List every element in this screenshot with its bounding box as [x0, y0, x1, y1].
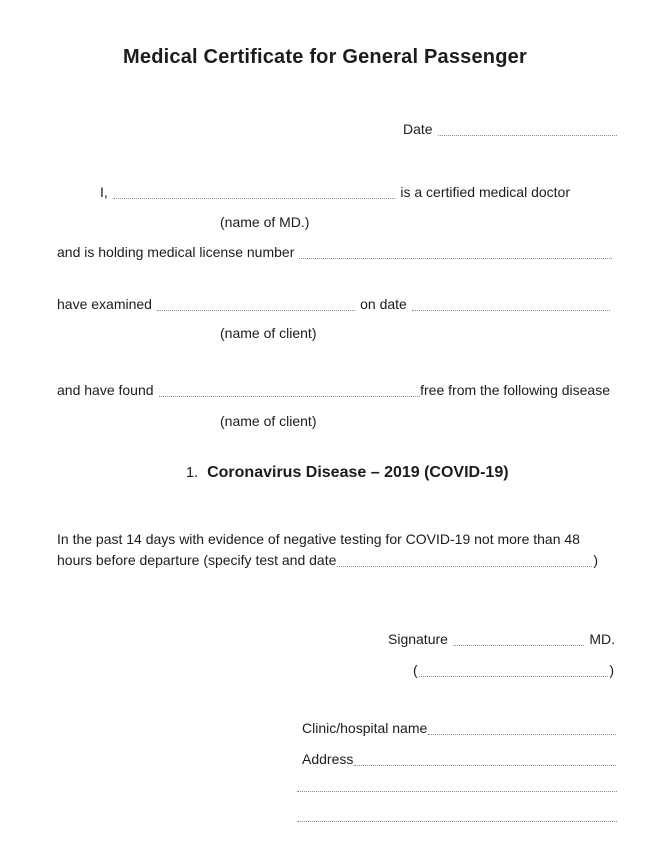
- signature-label: Signature: [388, 631, 448, 647]
- doctor-name-fill-line: [113, 197, 396, 199]
- disease-item-name: Coronavirus Disease – 2019 (COVID-19): [207, 464, 509, 481]
- covid-note-line2: [57, 550, 598, 571]
- signature-name-paren-line: [413, 662, 614, 679]
- exam-date-fill-line: [412, 309, 610, 311]
- close-paren: ): [609, 662, 614, 678]
- address-extra-fill-line-2: [297, 821, 617, 822]
- address-extra-fill-line-1: [297, 791, 617, 792]
- signature-fill-line: [453, 644, 584, 646]
- license-number-line: [57, 244, 612, 261]
- clinic-name-fill-line: [428, 733, 616, 735]
- free-from-disease-label: free from the following disease: [420, 382, 610, 398]
- name-of-client-caption-1: (name of client): [220, 325, 317, 341]
- covid-note: [57, 529, 598, 571]
- name-of-client-caption-2: (name of client): [220, 413, 317, 429]
- signature-name-fill-line: [419, 675, 609, 677]
- page-title: Medical Certificate for General Passenger: [123, 46, 527, 68]
- client-name-fill-line: [157, 309, 355, 311]
- disease-item-number: 1.: [186, 465, 199, 481]
- license-fill-line: [299, 257, 612, 259]
- open-paren: (: [413, 662, 418, 678]
- test-and-date-fill-line: [337, 565, 592, 567]
- license-label: and is holding medical license number: [57, 244, 295, 260]
- date-label: Date: [403, 121, 433, 137]
- certified-doctor-label: is a certified medical doctor: [400, 184, 570, 200]
- clinic-label: Clinic/hospital name: [302, 720, 428, 736]
- examined-label: have examined: [57, 296, 152, 312]
- address-label: Address: [302, 751, 354, 767]
- examined-line: [57, 296, 610, 313]
- date-line: [403, 121, 617, 138]
- i-prefix-label: I,: [100, 184, 108, 200]
- signature-line: [388, 631, 615, 648]
- covid-note-line1: In the past 14 days with evidence of negative testing for COVID-19 not more than 48: [57, 531, 580, 547]
- found-client-fill-line: [159, 395, 421, 397]
- clinic-name-line: [302, 720, 617, 737]
- name-of-md-caption: (name of MD.): [220, 214, 310, 230]
- md-suffix-label: MD.: [589, 631, 615, 647]
- address-line: [302, 751, 617, 768]
- covid-note-close-paren: ): [593, 552, 598, 568]
- found-label: and have found: [57, 382, 154, 398]
- covid-note-line2-text: hours before departure (specify test and date: [57, 552, 337, 568]
- on-date-label: on date: [360, 296, 407, 312]
- disease-item: [186, 464, 509, 482]
- date-fill-line: [438, 134, 617, 136]
- address-fill-line: [354, 764, 616, 766]
- found-free-line: [57, 382, 610, 399]
- doctor-name-line: [100, 184, 570, 201]
